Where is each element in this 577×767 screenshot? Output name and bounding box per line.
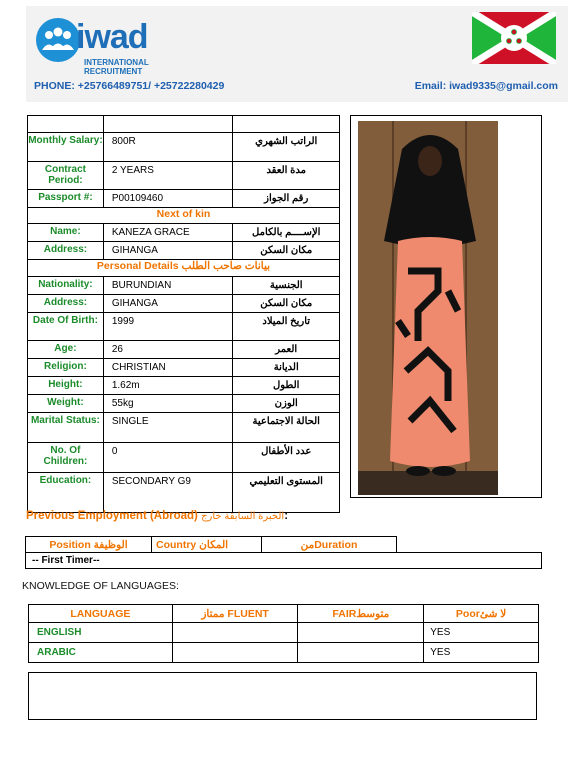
row-age: Age: 26 العمر <box>28 341 340 359</box>
languages-title: KNOWLEDGE OF LANGUAGES: <box>22 580 179 592</box>
burundi-flag-icon <box>472 12 556 64</box>
lang-header-poor: Poorلا شئ <box>424 605 539 623</box>
row-education: Education: SECONDARY G9 المستوى التعليمي <box>28 473 340 513</box>
row-kin-name: Name: KANEZA GRACE الإســــم بالكامل <box>28 224 340 242</box>
company-logo <box>36 14 166 74</box>
first-timer-row: -- First Timer-- <box>25 552 542 569</box>
row-monthly-salary: Monthly Salary: 800R الراتب الشهري <box>28 133 340 162</box>
row-contract-period: Contract Period: 2 YEARS مدة العقد <box>28 162 340 190</box>
row-weight: Weight: 55kg الوزن <box>28 395 340 413</box>
personal-details-header: Personal Details بيانات صاحب الطلب <box>28 260 340 277</box>
col-duration: منDuration <box>262 537 397 553</box>
col-position: Position الوظيفة <box>26 537 152 553</box>
lang-header-fair: FAIRمتوسط <box>298 605 424 623</box>
lang-row-english: ENGLISH YES <box>29 623 539 643</box>
notes-box <box>28 672 537 720</box>
logo-subtitle: INTERNATIONAL RECRUITMENT <box>84 58 149 76</box>
row-height: Height: 1.62m الطول <box>28 377 340 395</box>
lang-header-language: LANGUAGE <box>29 605 173 623</box>
row-address: Address: GIHANGA مكان السكن <box>28 295 340 313</box>
candidate-details-table <box>27 115 340 513</box>
phone-number: PHONE: +25766489751/ +25722280429 <box>34 80 225 92</box>
row-religion: Religion: CHRISTIAN الديانة <box>28 359 340 377</box>
row-children: No. Of Children: 0 عدد الأطفال <box>28 443 340 473</box>
header-banner <box>26 6 568 102</box>
previous-employment-title: Previous Employment (Abroad) الخبرة السابقة خارج: <box>26 510 289 522</box>
row-dob: Date Of Birth: 1999 تاريخ الميلاد <box>28 313 340 341</box>
row-passport: Passport #: P00109460 رقم الجواز <box>28 190 340 208</box>
candidate-photo <box>358 121 498 495</box>
logo-wordmark: iwad <box>76 18 148 56</box>
languages-table <box>28 604 539 663</box>
row-marital-status: Marital Status: SINGLE الحالة الاجتماعية <box>28 413 340 443</box>
lang-row-arabic: ARABIC YES <box>29 643 539 663</box>
next-of-kin-header: Next of kin <box>28 208 340 224</box>
logo-people-icon <box>36 18 80 62</box>
candidate-photo-frame <box>350 115 542 498</box>
employment-table <box>25 536 397 553</box>
row-nationality: Nationality: BURUNDIAN الجنسية <box>28 277 340 295</box>
col-country: Country المكان <box>152 537 262 553</box>
email-address: Email: iwad9335@gmail.com <box>414 80 558 92</box>
row-kin-address: Address: GIHANGA مكان السكن <box>28 242 340 260</box>
lang-header-fluent: ممتاز FLUENT <box>172 605 298 623</box>
